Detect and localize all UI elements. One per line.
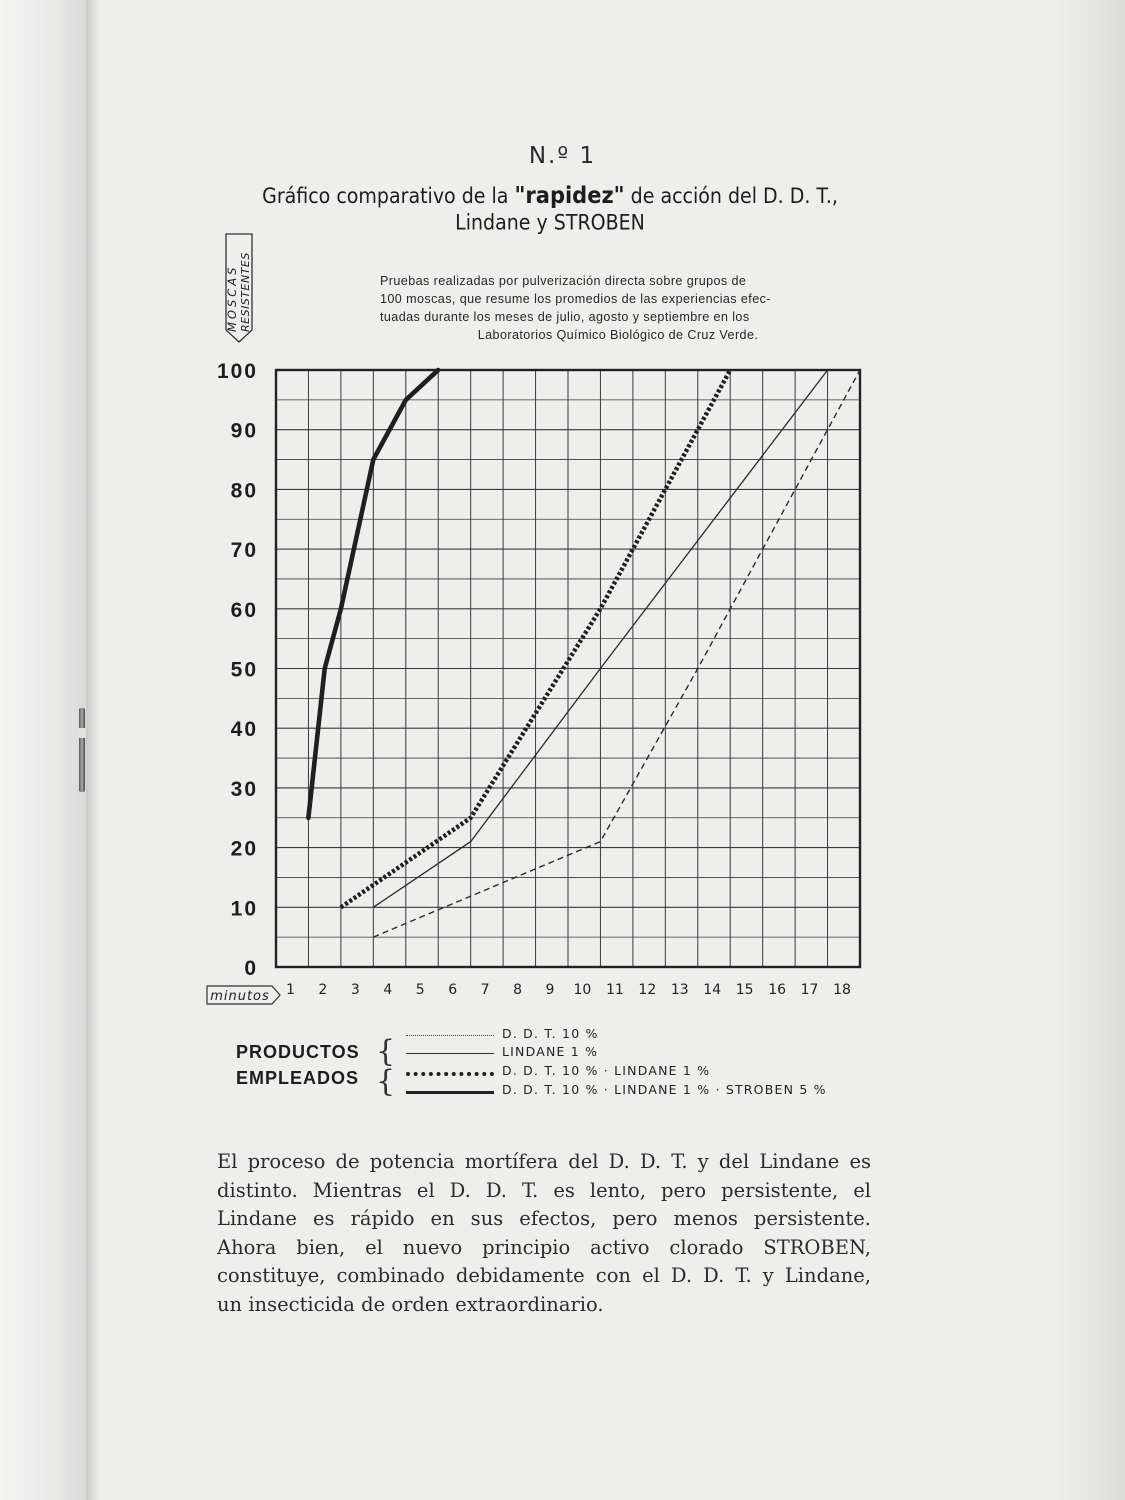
legend-heading-2: EMPLEADOS <box>236 1068 360 1088</box>
chart-series <box>308 370 860 937</box>
chart-grid <box>276 370 860 967</box>
body-line-3: Lindane es rápido en sus efectos, pero menos persistente. <box>217 1207 871 1230</box>
x-tick-label: 2 <box>318 982 328 998</box>
legend-swatch-thick-dotted <box>406 1072 494 1076</box>
x-tick-label: 4 <box>383 982 393 998</box>
legend <box>236 1022 876 1112</box>
title-emphasis: "rapidez" <box>514 181 625 209</box>
legend-heading-1: PRODUCTOS <box>236 1042 360 1062</box>
badge-bottom: RESISTENTES <box>239 252 252 332</box>
y-tick-label: 10 <box>230 897 258 921</box>
title-post: de acción del D. D. T., <box>624 183 838 209</box>
y-tick-label: 80 <box>230 479 258 503</box>
body-paragraph <box>217 1148 871 1319</box>
x-tick-label: 11 <box>605 982 624 998</box>
x-tick-label: 1 <box>285 982 295 998</box>
x-tick-label: 18 <box>833 982 851 998</box>
x-tick-label: 9 <box>545 982 555 998</box>
y-tick-label: 90 <box>230 419 258 443</box>
y-tick-label: 40 <box>230 718 258 742</box>
x-tick-label: 14 <box>703 982 722 998</box>
x-tick-label: 13 <box>670 982 689 998</box>
body-line-2: distinto. Mientras el D. D. T. es lento, pero persistente, el <box>217 1178 871 1202</box>
body-line-4: Ahora bien, el nuevo principio activo clorado STROBEN, <box>217 1235 871 1259</box>
note-line-4: Laboratorios Químico Biológico de Cruz Verde. <box>477 328 759 342</box>
y-tick-label: 50 <box>230 658 258 682</box>
x-tick-label: 3 <box>350 982 360 998</box>
legend-label: D. D. T. 10 % <box>502 1026 599 1041</box>
x-tick-label: 15 <box>735 982 754 998</box>
x-tick-label: 12 <box>638 982 657 998</box>
legend-item-ddt-lindane-stroben <box>406 1082 876 1100</box>
note-line-2: 100 moscas, que resume los promedios de las experiencias efec- <box>380 292 771 306</box>
note-line-1: Pruebas realizadas por pulverización directa sobre grupos de <box>380 274 747 288</box>
legend-brace-bottom: { <box>376 1064 396 1099</box>
plate-number: N.º 1 <box>528 143 597 169</box>
legend-label: LINDANE 1 % <box>502 1044 599 1059</box>
chart-title-line2: Lindane y STROBEN <box>455 210 645 236</box>
x-axis-label <box>207 986 280 1004</box>
title-pre: Gráfico comparativo de la <box>262 183 515 209</box>
y-tick-label: 30 <box>230 777 258 801</box>
x-axis-label-text: minutos <box>210 989 270 1004</box>
x-tick-label: 17 <box>800 982 819 998</box>
y-tick-label: 0 <box>244 957 258 980</box>
legend-item-ddt-lindane <box>406 1063 876 1081</box>
legend-brace-top: { <box>376 1034 396 1069</box>
legend-item-lindane <box>406 1044 876 1062</box>
x-tick-label: 7 <box>480 982 490 998</box>
body-line-1: El proceso de potencia mortífera del D. D. T. y del Lindane es <box>217 1150 871 1173</box>
note-line-3: tuadas durante los meses de julio, agosto y septiembre en los <box>380 310 750 324</box>
y-tick-label: 100 <box>216 360 258 383</box>
legend-item-ddt <box>406 1026 876 1044</box>
x-tick-label: 16 <box>768 982 787 998</box>
body-line-5: constituye, combinado debidamente con el D. D. T. y Lindane, <box>217 1264 871 1287</box>
x-tick-label: 6 <box>448 982 458 998</box>
y-tick-label: 70 <box>230 539 258 563</box>
chart-ticks <box>217 360 851 998</box>
x-tick-label: 8 <box>513 982 523 998</box>
body-line-6: un insecticida de orden extraordinario. <box>217 1292 604 1316</box>
x-tick-label: 5 <box>415 982 425 998</box>
y-tick-label: 60 <box>230 598 258 622</box>
legend-swatch-thin-dashed <box>406 1035 494 1036</box>
legend-label: D. D. T. 10 % · LINDANE 1 % <box>502 1063 711 1078</box>
legend-swatch-thin-solid <box>406 1053 494 1054</box>
legend-swatch-thick-solid <box>406 1091 494 1094</box>
y-tick-label: 20 <box>230 837 258 861</box>
badge-top: MOSCAS <box>225 264 239 332</box>
legend-label: D. D. T. 10 % · LINDANE 1 % · STROBEN 5 % <box>502 1082 827 1097</box>
x-tick-label: 10 <box>573 982 592 998</box>
series-line-1 <box>373 370 860 937</box>
